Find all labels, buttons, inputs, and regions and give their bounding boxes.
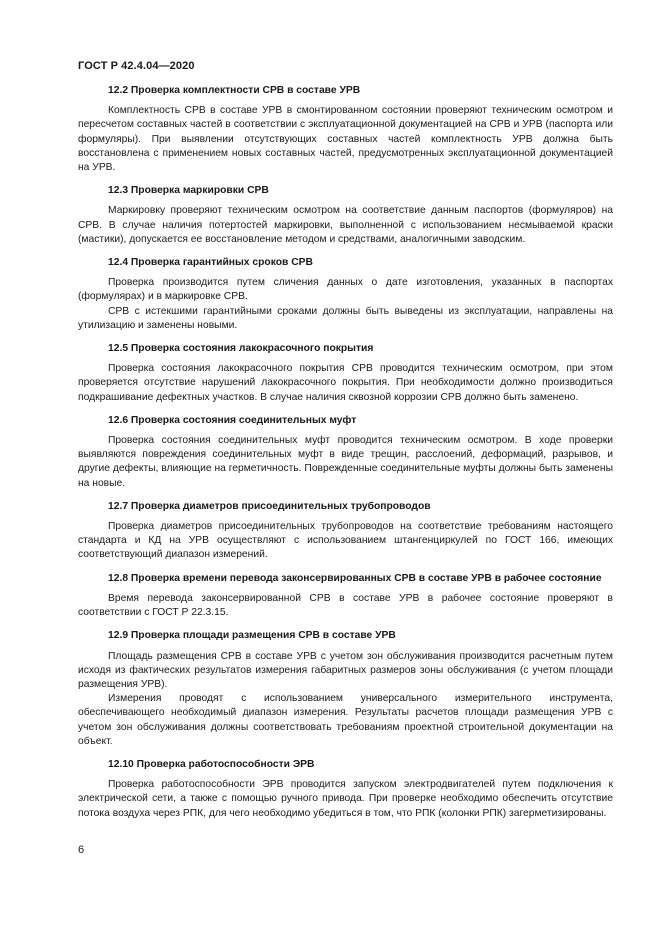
- document-body: [78, 84, 613, 830]
- section-heading: 12.9 Проверка площади размещения СРВ в составе УРВ: [108, 630, 396, 642]
- paragraph: Комплектность СРВ в составе УРВ в смонтированном состоянии проверяют техническим осмотром и пересчетом составных частей в соответствии с эксплуатационной документацией на СРВ и УРВ (паспорта или формуляры). При выявлении отсутствующих составных частей комплектность УРВ должна быть восстановлена с применением новых составных частей, предусмотренных эксплуатационной документацией на УРВ.: [78, 105, 613, 174]
- paragraph: Площадь размещения СРВ в составе УРВ с учетом зон обслуживания производится расчетным путем исходя из фактических результатов измерения габаритных размеров зоны обслуживания (с учетом площади размещения УРВ).: [78, 650, 613, 690]
- paragraph: Проверка состояния лакокрасочного покрытия СРВ проводится техническим осмотром, при этом проверяется отсутствие нарушений лакокрасочного покрытия. При необходимости должно производиться подкрашивание дефектных участков. В случае наличия сквозной коррозии СРВ должно быть заменено.: [78, 363, 613, 403]
- section-12-4: [78, 256, 613, 333]
- paragraph: Проверка диаметров присоединительных трубопроводов на соответствие требованиям настоящего стандарта и КД на УРВ осуществляют с использованием штангенциркулей по ГОСТ 166, имеющих соответствующий диапазон измерений.: [78, 521, 613, 561]
- section-12-6: [78, 414, 613, 491]
- page-number: 6: [78, 844, 85, 856]
- section-heading: 12.10 Проверка работоспособности ЭРВ: [108, 758, 315, 770]
- section-12-3: [78, 184, 613, 247]
- section-12-5: [78, 342, 613, 405]
- section-12-9: [78, 629, 613, 749]
- paragraph: Проверка состояния соединительных муфт проводится техническим осмотром. В ходе проверки выявляются повреждения соединительных муфт в виде трещин, расслоений, деформаций, разрывов, и другие дефекты, влияющие на герметичность. Поврежденные соединительные муфты должны быть заменены на новые.: [78, 435, 613, 489]
- section-12-2: [78, 84, 613, 175]
- section-heading: 12.5 Проверка состояния лакокрасочного покрытия: [108, 343, 374, 355]
- paragraph: Измерения проводят с использованием универсального измерительного инструмента, обеспечивающего необходимый диапазон измерения. Результаты расчетов площади размещения УРВ с учетом зон обслуживания должны соответствовать требованиям проектной строительной документации на объект.: [78, 693, 613, 747]
- paragraph: Проверка работоспособности ЭРВ проводится запуском электродвигателей путем подключения к электрической сети, а также с помощью ручного привода. При проверке необходимо обеспечить отсутствие потока воздуха через РПК, для чего необходимо убедиться в том, что РПК (колонки РПК) загерметизированы.: [78, 779, 613, 819]
- section-heading: 12.2 Проверка комплектности СРВ в составе УРВ: [108, 85, 361, 96]
- section-heading: 12.4 Проверка гарантийных сроков СРВ: [108, 257, 313, 269]
- document-header: ГОСТ Р 42.4.04—2020: [78, 60, 195, 72]
- section-12-8: [78, 572, 613, 621]
- section-heading: 12.6 Проверка состояния соединительных муфт: [108, 414, 357, 426]
- section-heading: 12.8 Проверка времени перевода законсервированных СРВ в составе УРВ в рабочее состояние: [108, 572, 602, 584]
- section-12-10: [78, 758, 613, 821]
- paragraph: Время перевода законсервированной СРВ в составе УРВ в рабочее состояние проверяют в соответствии с ГОСТ Р 22.3.15.: [78, 592, 613, 619]
- paragraph: Проверка производится путем сличения данных о дате изготовления, указанных в паспортах (формулярах) и в маркировке СРВ.: [78, 277, 613, 303]
- paragraph: СРВ с истекшими гарантийными сроками должны быть выведены из эксплуатации, направлены на утилизацию и заменены новыми.: [78, 305, 613, 331]
- section-12-7: [78, 500, 613, 563]
- section-heading: 12.3 Проверка маркировки СРВ: [108, 185, 269, 197]
- section-heading: 12.7 Проверка диаметров присоединительных трубопроводов: [108, 500, 431, 512]
- paragraph: Маркировку проверяют техническим осмотром на соответствие данным паспортов (формуляров) на СРВ. В случае наличия потертостей маркировки, выполненной с использованием несмываемой краски (мастики), допускается ее восстановление методом и средствами, аналогичными заводским.: [78, 205, 613, 245]
